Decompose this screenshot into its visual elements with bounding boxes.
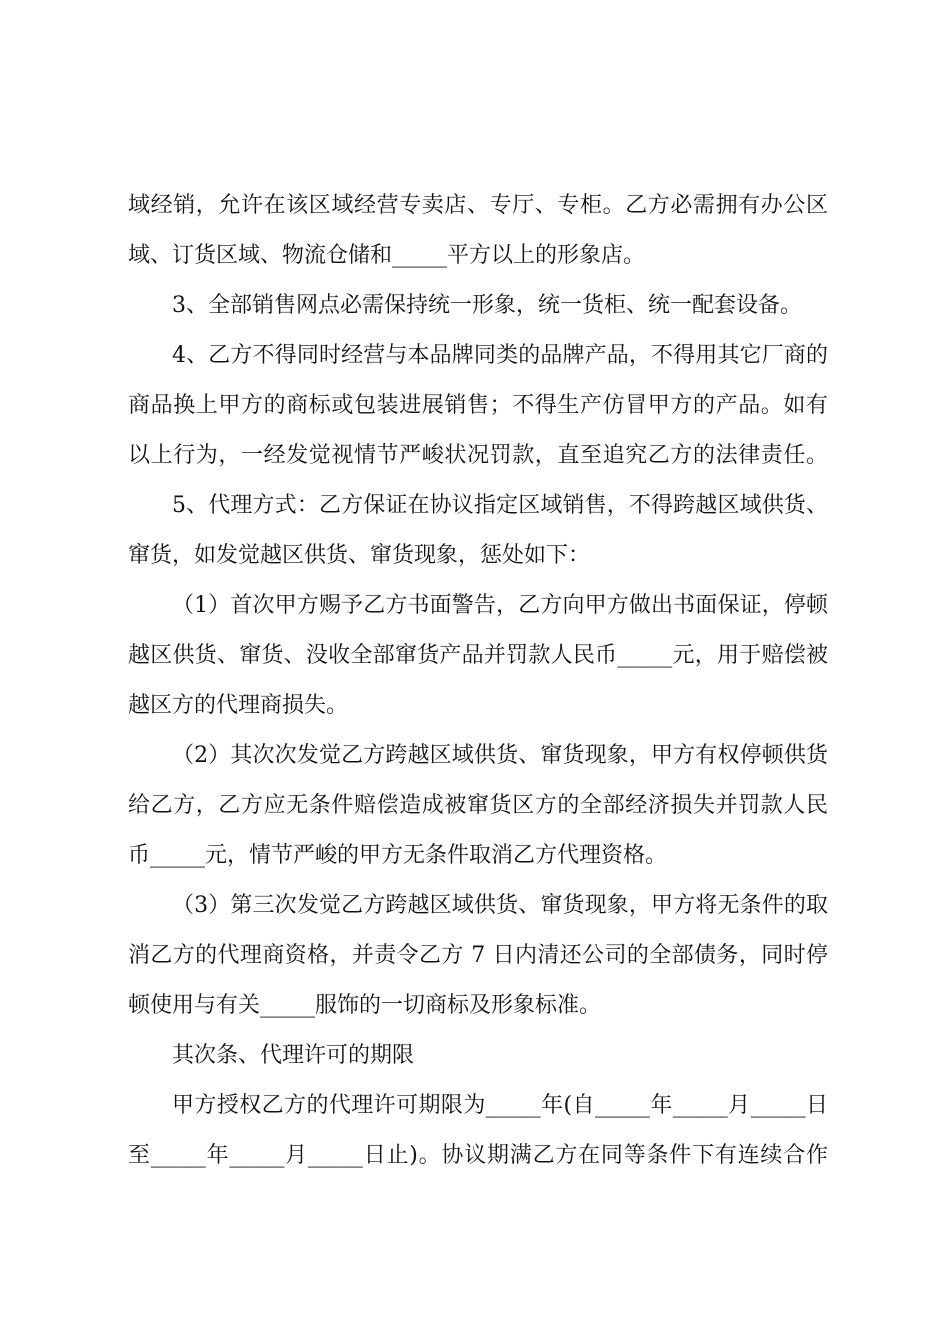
- text-line: 至_____年_____月_____日止)。协议期满乙方在同等条件下有连续合作: [128, 1143, 828, 1168]
- text-line: 域经销，允许在该区域经营专卖店、专厅、专柜。乙方必需拥有办公区: [128, 193, 828, 218]
- text-line: 商品换上甲方的商标或包装进展销售；不得生产仿冒甲方的产品。如有: [128, 393, 828, 418]
- text-line: （1）首次甲方赐予乙方书面警告，乙方向甲方做出书面保证，停顿: [172, 593, 828, 618]
- section-heading: 其次条、代理许可的期限: [172, 1043, 415, 1068]
- text-line: 4、乙方不得同时经营与本品牌同类的品牌产品，不得用其它厂商的: [172, 343, 828, 368]
- text-line: 5、代理方式：乙方保证在协议指定区域销售，不得跨越区域供货、: [172, 493, 828, 518]
- text-line: 甲方授权乙方的代理许可期限为_____年(自_____年_____月_____日: [172, 1093, 828, 1118]
- text-line: （3）第三次发觉乙方跨越区域供货、窜货现象，甲方将无条件的取: [172, 893, 828, 918]
- text-line: 窜货，如发觉越区供货、窜货现象，惩处如下：: [128, 543, 591, 568]
- text-line: 以上行为，一经发觉视情节严峻状况罚款，直至追究乙方的法律责任。: [128, 443, 828, 468]
- text-line: 消乙方的代理商资格，并责令乙方 7 日内清还公司的全部债务，同时停: [128, 943, 828, 968]
- text-line: （2）其次次发觉乙方跨越区域供货、窜货现象，甲方有权停顿供货: [172, 743, 828, 768]
- text-line: 域、订货区域、物流仓储和_____平方以上的形象店。: [128, 243, 646, 268]
- text-line: 币_____元，情节严峻的甲方无条件取消乙方代理资格。: [128, 843, 668, 868]
- text-line: 顿使用与有关_____服饰的一切商标及形象标准。: [128, 993, 602, 1018]
- text-line: 给乙方，乙方应无条件赔偿造成被窜货区方的全部经济损失并罚款人民: [128, 793, 828, 818]
- text-line: 越区方的代理商损失。: [128, 693, 349, 718]
- text-line: 越区供货、窜货、没收全部窜货产品并罚款人民币_____元，用于赔偿被: [128, 643, 828, 668]
- text-line: 3、全部销售网点必需保持统一形象，统一货柜、统一配套设备。: [172, 293, 802, 318]
